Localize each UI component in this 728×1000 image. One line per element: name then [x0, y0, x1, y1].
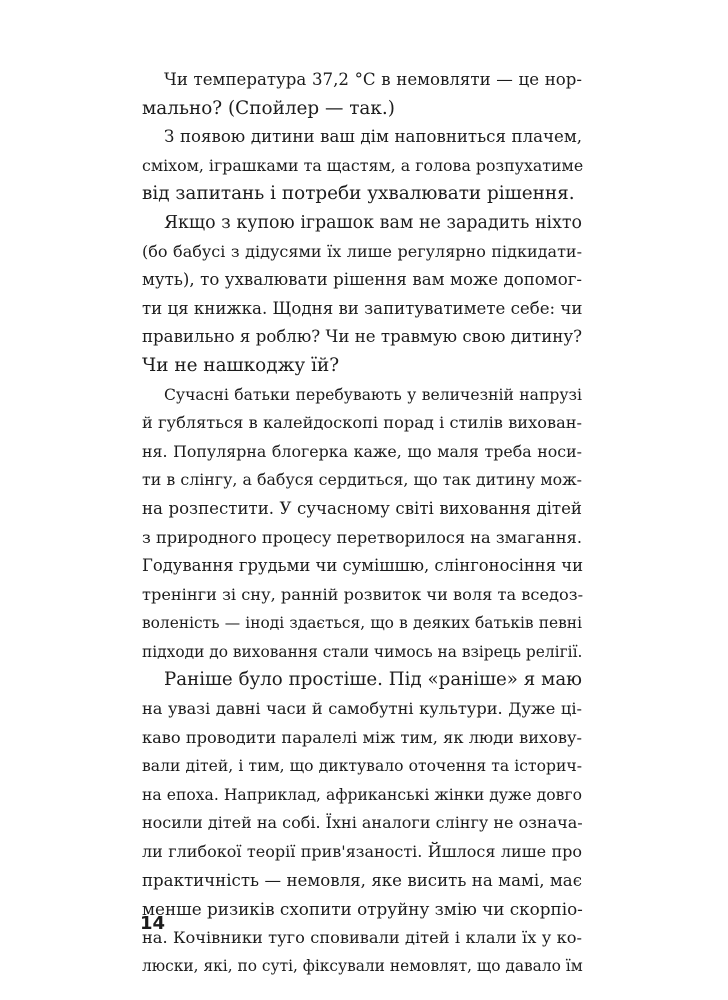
text-line: носили дітей на собі. Їхні аналоги слінгу не означа- [142, 813, 583, 833]
text-line: ти ця книжка. Щодня ви запитуватимете себе: чи [142, 298, 583, 318]
text-line: З появою дитини ваш дім наповниться плачем, [164, 127, 582, 147]
text-line: воленість — іноді здається, що в деяких батьків певні [142, 614, 582, 633]
text-line: люски, які, по суті, фіксували немовлят, що давало їм [142, 957, 583, 976]
text-line: Чи температура 37,2 °С в немовляти — це нор- [164, 70, 582, 89]
text-line: на епоха. Наприклад, африканські жінки дуже довго [142, 785, 582, 804]
text-line: менше ризиків схопити отруйну змію чи скорпіо- [142, 899, 583, 920]
text-line: сміхом, іграшками та щастям, а голова розпухатиме [142, 155, 584, 175]
paragraph [142, 381, 582, 667]
body-text [142, 66, 582, 981]
text-line: на. Кочівники туго сповивали дітей і клали їх у ко- [142, 927, 582, 947]
paragraph [142, 209, 582, 381]
text-line: ли глибокої теорії прив'язаності. Йшлося лише про [142, 842, 582, 862]
paragraph [142, 666, 582, 981]
text-line: вали дітей, і тим, що диктувало оточення та історич- [142, 757, 582, 776]
text-line: з природного процесу перетворилося на змагання. [142, 527, 582, 547]
text-line: правильно я роблю? Чи не травмую свою дитину? [142, 327, 582, 347]
text-line: на увазі давні часи й самобутні культури. Дуже ці- [142, 699, 582, 719]
text-line: мально? (Спойлер — так.) [142, 97, 395, 119]
text-line: каво проводити паралелі між тим, як люди вихову- [142, 727, 582, 747]
text-line: Годування грудьми чи сумішшю, слінгоносіння чи [142, 556, 584, 576]
text-line: ня. Популярна блогерка каже, що маля треба носи- [142, 441, 582, 461]
text-line: практичність — немовля, яке висить на мамі, має [142, 870, 582, 890]
text-line: муть), то ухвалювати рішення вам може допомог- [142, 270, 582, 290]
text-line: від запитань і потреби ухвалювати рішення. [142, 183, 575, 205]
page-number: 14 [140, 913, 166, 934]
text-line: тренінги зі сну, ранній розвиток чи воля та вседоз- [142, 584, 584, 604]
text-line: на розпестити. У сучасному світі виховання дітей [142, 498, 582, 518]
text-line: Якщо з купою іграшок вам не зарадить ніхто [164, 212, 582, 233]
text-line: Сучасні батьки перебувають у величезній напрузі [164, 385, 582, 404]
paragraph [142, 66, 582, 123]
text-line: Чи не нашкоджу їй? [142, 354, 340, 376]
text-line: ти в слінгу, а бабуся сердиться, що так дитину мож- [142, 470, 582, 490]
text-line: підходи до виховання стали чимось на взірець релігії. [142, 642, 583, 661]
text-line: Раніше було простіше. Під «раніше» я маю [164, 669, 582, 691]
text-line: (бо бабусі з дідусями їх лише регулярно підкидати- [142, 241, 582, 261]
paragraph [142, 123, 582, 209]
text-line: й губляться в калейдоскопі порад і стилів вихован- [142, 413, 582, 433]
